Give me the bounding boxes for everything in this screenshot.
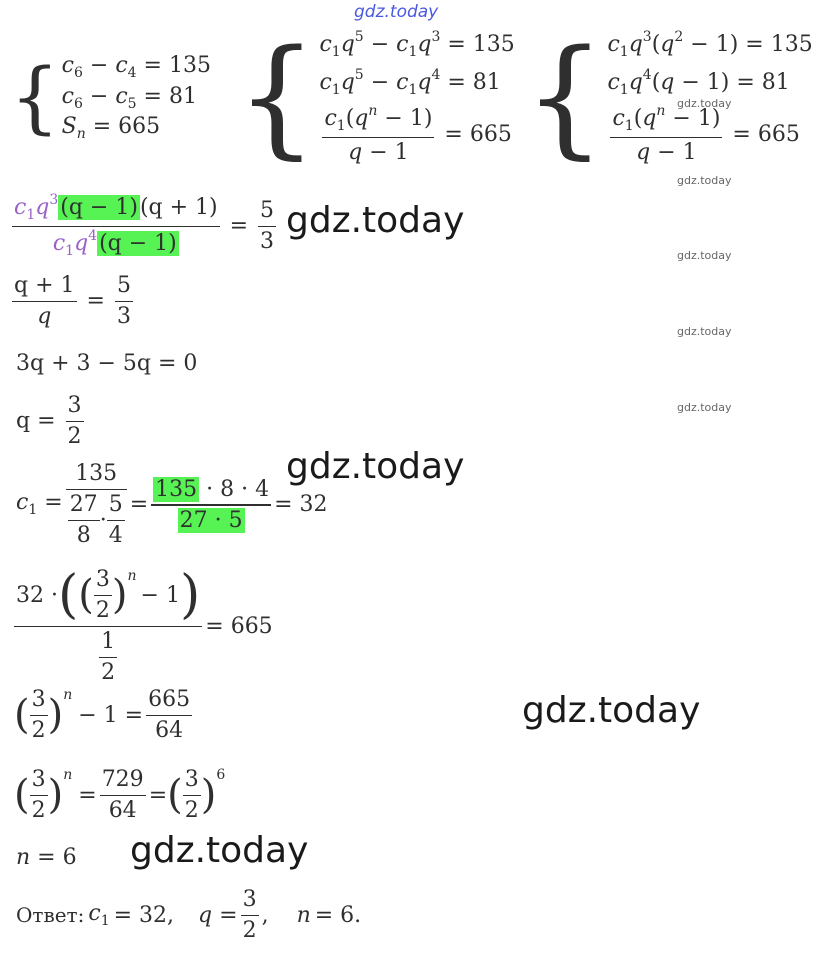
system-2 [236, 23, 515, 173]
answer-c1: = 32, [113, 902, 175, 928]
equation-result: = 665 [205, 613, 273, 639]
system3-line3: $\frac{c_1(q^n - 1)}{q - 1}$ = 665 [612, 103, 800, 166]
watermark-big: gdz.today [130, 830, 309, 871]
fraction-denominator: 64 [155, 718, 184, 743]
system1-line2: $c_6 - c_5 = 81$ [61, 83, 197, 112]
watermark-small: gdz.today [677, 249, 732, 262]
fraction-denominator: 2 [101, 660, 116, 685]
minus-one: − 1 [140, 582, 180, 608]
system-3 [524, 23, 813, 173]
step-1-ratio: $\frac{c_1q^3(q - 1)(q + 1)}{c_1q^4(q - 1)}$ = $\frac{5}{3}$ [14, 192, 275, 259]
highlight-cancel: (q − 1) [99, 231, 177, 256]
fraction-denominator: 3 [260, 229, 275, 254]
fraction-denominator: 2 [242, 918, 257, 943]
step-4-q-value [16, 392, 87, 451]
multiply-dot: · [99, 507, 107, 533]
answer-n: = 6. [314, 902, 362, 928]
fraction-denominator: 2 [31, 718, 46, 743]
fraction-numerator: 5 [108, 492, 123, 517]
step-6-sum-equation: 32 · ( ( $\frac{3}{2}$ ) n − 1 ) $\frac{1}{2}$ = 665 [16, 565, 273, 685]
fraction-denominator: q [37, 304, 52, 329]
fraction-numerator: 5 [260, 198, 275, 223]
step-5-c1-value: $c_1$ = 135 $\frac{27}{8}$ · $\frac{5}{4}$ = $\frac{135 \cdot 8 \cdot 4}{27 \cdot 5}$ = 32 [16, 461, 328, 548]
fraction-numerator: 729 [101, 767, 144, 792]
highlight-cancel: (q − 1) [60, 195, 138, 220]
watermark-small: gdz.today [677, 325, 732, 338]
fraction-denominator: 3 [116, 304, 131, 329]
brace-icon: { [524, 23, 606, 173]
fraction-numerator: 5 [116, 273, 131, 298]
fraction-numerator: 135 [75, 461, 118, 486]
fraction-denominator: 2 [67, 424, 82, 449]
brace-icon: { [10, 53, 60, 144]
fraction-denominator: 2 [31, 798, 46, 823]
fraction-numerator: 3 [67, 393, 82, 418]
watermark-big: gdz.today [286, 446, 465, 487]
system2-line1: $c_1q^5 - c_1q^3 = 135$ [319, 29, 515, 60]
system3-line1: $c_1q^3(q^2 - 1) = 135$ [607, 29, 813, 60]
system1-line3: $S_n = 665$ [61, 114, 161, 143]
answer-label: Ответ: [16, 902, 85, 927]
fraction-numerator: 3 [184, 767, 199, 792]
watermark-top: gdz.today [354, 2, 439, 22]
step-2-ratio: $\frac{q + 1}{q}$ = $\frac{5}{3}$ [14, 273, 131, 329]
step-7-equation: ( $\frac{3}{2}$ ) n − 1 = $\frac{665}{64}$ [14, 687, 191, 743]
fraction-denominator: 2 [95, 598, 110, 623]
fraction-numerator: q + 1 [14, 273, 75, 298]
watermark-small: gdz.today [677, 174, 732, 187]
fraction-denominator: 2 [184, 798, 199, 823]
brace-icon: { [236, 23, 318, 173]
equation-middle: − 1 = [78, 702, 144, 728]
exponent: 6 [216, 767, 226, 783]
fraction-numerator: 27 [69, 492, 98, 517]
system-1 [10, 54, 211, 142]
fraction-numerator: 3 [31, 767, 46, 792]
highlight-cancel: 135 [155, 476, 198, 502]
system2-line2: $c_1q^5 - c_1q^4 = 81$ [319, 66, 501, 98]
fraction-numerator: 665 [148, 687, 191, 712]
system2-line3: $\frac{c_1(q^n - 1)}{q - 1}$ = 665 [324, 103, 512, 166]
fraction-numerator: 3 [31, 687, 46, 712]
fraction-denominator: 64 [108, 798, 137, 823]
equation-result: = 32 [274, 492, 328, 518]
numerator-factor: · 8 · 4 [206, 476, 270, 502]
answer-line: Ответ: $c_1$ = 32, q = $\frac{3}{2}$ , n = 6. [16, 887, 362, 943]
watermark-small: gdz.today [677, 401, 732, 414]
fraction-numerator: 3 [95, 567, 110, 592]
fraction-numerator: 1 [101, 629, 116, 654]
fraction-denominator: 8 [76, 523, 91, 548]
step-3-equation: 3q + 3 − 5q = 0 [16, 351, 198, 376]
highlight-cancel: 27 · 5 [179, 507, 243, 533]
step-9-n-value: n = 6 [16, 845, 77, 870]
watermark-small: gdz.today [677, 97, 732, 110]
system3-line2: $c_1q^4(q - 1) = 81$ [607, 66, 790, 98]
fraction-numerator: 3 [242, 887, 257, 912]
fraction-denominator: 4 [108, 523, 123, 548]
equation-lhs: q = [16, 408, 56, 434]
numerator-factor: (q + 1) [139, 195, 218, 220]
coefficient: 32 · [16, 582, 58, 608]
watermark-big: gdz.today [522, 690, 701, 731]
watermark-big: gdz.today [286, 200, 465, 241]
step-8-equation: ( $\frac{3}{2}$ ) n = $\frac{729}{64}$ = ( $\frac{3}{2}$ ) 6 [14, 767, 226, 823]
system1-line1: $c_6 - c_4 = 135$ [61, 53, 211, 81]
